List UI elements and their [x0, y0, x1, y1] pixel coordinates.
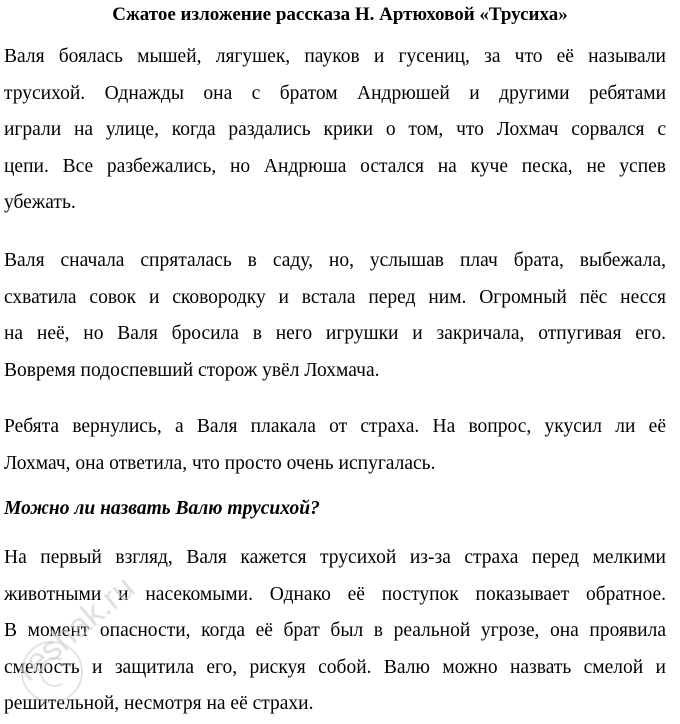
document-title: Сжатое изложение рассказа Н. Артюховой «Трусиха» [112, 4, 568, 25]
text-line: В момент опасности, когда её брат был в реальной угрозе, она проявила [4, 620, 666, 641]
text-line: Валя сначала спряталась в саду, но, услышав плач брата, выбежала, [4, 250, 666, 271]
text-line: на неё, но Валя бросила в него игрушки и закричала, отпугивая его. [4, 323, 666, 344]
text-line: цепи. Все разбежались, но Андрюша остался на куче песка, не успев [4, 155, 666, 177]
paragraph-1 [4, 39, 666, 222]
text-line: играли на улице, когда раздались крики о том, что Лохмач сорвался с [4, 119, 666, 140]
text-line: Лохмач, она ответила, что просто очень испугалась. [4, 452, 436, 474]
text-line: решительной, несмотря на её страхи. [4, 693, 314, 714]
text-line: животными и насекомыми. Однако её поступок показывает обратное. [4, 583, 666, 605]
text-line: трусихой. Однажды она с братом Андрюшей и другими ребятами [4, 82, 666, 104]
text-line: На первый взгляд, Валя кажется трусихой из-за страха перед мелкими [4, 547, 666, 568]
paragraph-2 [4, 243, 666, 389]
text-line: смелость и защитила его, рискуя собой. Валю можно назвать смелой и [4, 656, 666, 678]
text-line: убежать. [4, 192, 76, 213]
paragraph-3 [4, 409, 666, 482]
text-line: Вовремя подоспевший сторож увёл Лохмача. [4, 359, 380, 381]
text-line: Ребята вернулись, а Валя плакала от страха. На вопрос, укусил ли её [4, 416, 666, 437]
text-line: схватила совок и сковородку и встала перед ним. Огромный пёс несся [4, 286, 666, 308]
text-line: Валя боялась мышей, лягушек, пауков и гусениц, за что её называли [4, 46, 666, 67]
answer-paragraph [4, 540, 666, 723]
watermark-text: reshak.ru [8, 568, 142, 689]
question-heading: Можно ли назвать Валю трусихой? [4, 498, 320, 519]
